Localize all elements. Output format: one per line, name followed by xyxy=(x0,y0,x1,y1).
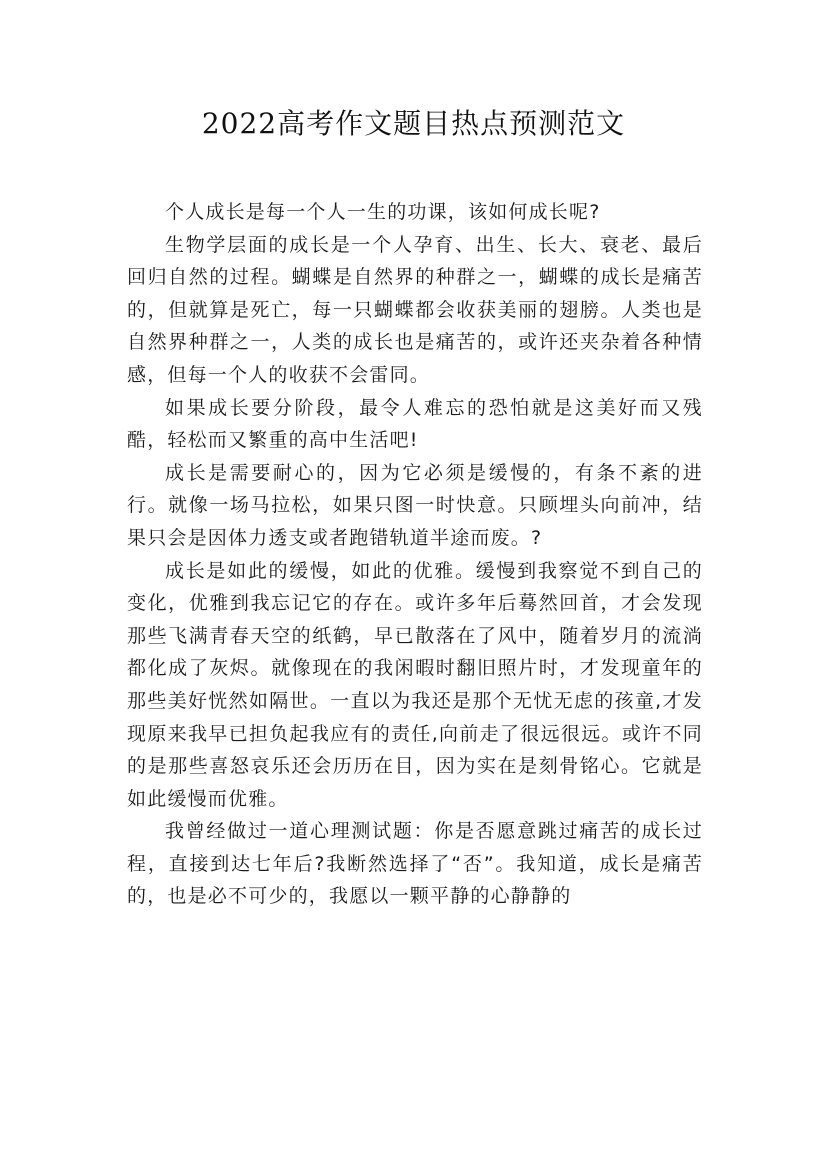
paragraph-1: 个人成长是每一个人一生的功课，该如何成长呢? xyxy=(165,201,601,223)
paragraph-3: 如果成长要分阶段，最令人难忘的恐怕就是这美好而又残酷，轻松而又繁重的高中生活吧! xyxy=(127,396,703,452)
document-title: 2022高考作文题目热点预测范文 xyxy=(201,107,626,140)
paragraph-2: 生物学层面的成长是一个人孕育、出生、长大、衰老、最后回归自然的过程。蝴蝶是自然界的种群之一，蝴蝶的成长是痛苦的，但就算是死亡，每一只蝴蝶都会收获美丽的翅膀。人类也是自然界种群之一，人类的成长也是痛苦的，或许还夹杂着各种情感，但每一个人的收获不会雷同。 xyxy=(127,233,703,386)
document-body xyxy=(127,196,703,913)
paragraph-4: 成长是需要耐心的，因为它必须是缓慢的，有条不紊的进行。就像一场马拉松，如果只图一时快意。只顾埋头向前冲，结果只会是因体力透支或者跑错轨道半途而废。? xyxy=(127,461,703,549)
paragraph-5: 成长是如此的缓慢，如此的优雅。缓慢到我察觉不到自己的变化，优雅到我忘记它的存在。或许多年后蓦然回首，才会发现那些飞满青春天空的纸鹤，早已散落在了风中，随着岁月的流淌都化成了灰烬。就像现在的我闲暇时翻旧照片时，才发现童年的那些美好恍然如隔世。一直以为我还是那个无忧无虑的孩童,才发现原来我早已担负起我应有的责任,向前走了很远很远。或许不同的是那些喜怒哀乐还会历历在目，因为实在是刻骨铭心。它就是如此缓慢而优雅。 xyxy=(127,559,703,810)
paragraph-6: 我曾经做过一道心理测试题：你是否愿意跳过痛苦的成长过程，直接到达七年后?我断然选择了“否”。我知道，成长是痛苦的，也是必不可少的，我愿以一颗平静的心静静的 xyxy=(127,820,703,908)
